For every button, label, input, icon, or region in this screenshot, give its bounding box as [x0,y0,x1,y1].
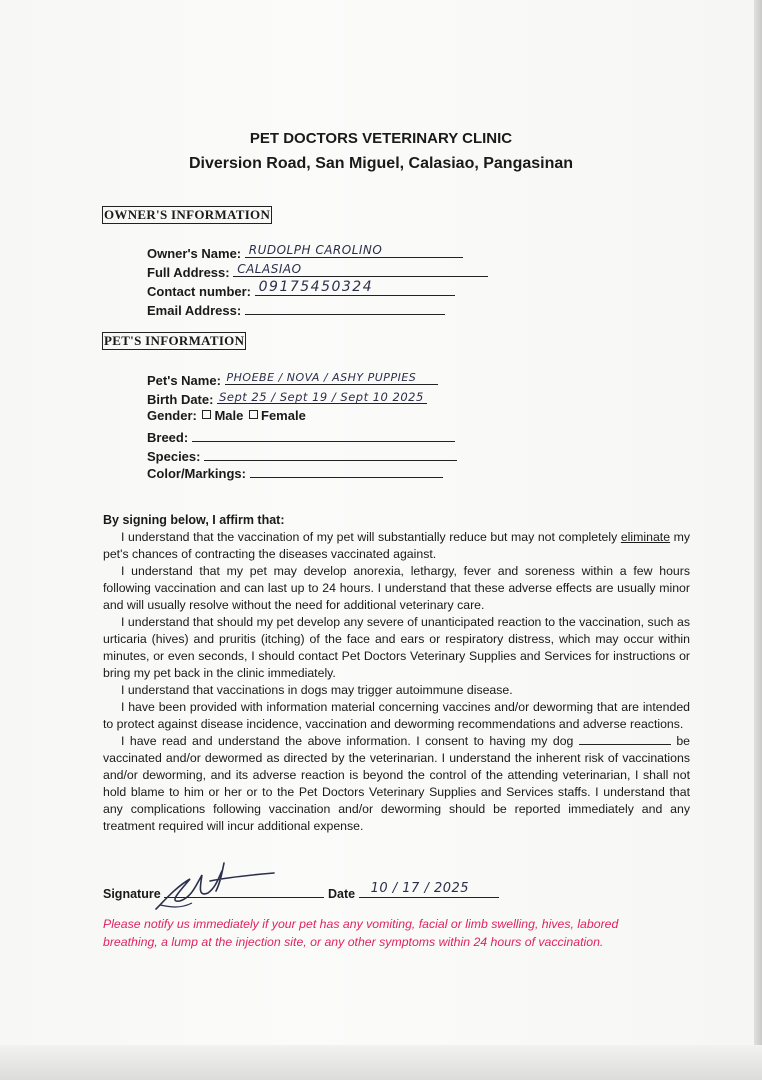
owner-address-label: Full Address: [147,265,230,280]
pet-species-row [147,446,457,464]
pet-name-row [147,370,438,388]
pet-breed-row [147,427,455,445]
affirm-p3: I understand that should my pet develop any severe of unanticipated reaction to the vaccination, such as urticaria (hives) and pruritis (itching) of the face and ears or respiratory distress, which may occur within minutes, or even seconds, I should contact Pet Doctors Veterinary Supplies and Services for instructions or bring my pet back in the clinic immediately. [103,615,690,680]
owner-name-row [147,243,463,261]
dog-name-blank[interactable] [579,733,671,745]
owner-address-value: CALASIAO [237,262,302,276]
pet-species-field[interactable] [204,446,457,461]
date-field[interactable] [359,881,499,898]
male-checkbox[interactable] [202,410,211,419]
owner-address-row [147,262,488,280]
affirm-p1-text-end: my pet's chances of contracting the diseases vaccinated against. [103,530,691,561]
owner-name-value: RUDOLPH CAROLINO [248,243,383,257]
pet-color-row [147,463,443,481]
paper-bottom-shadow [0,1045,762,1080]
pet-name-label: Pet's Name: [147,373,221,388]
male-label: Male [214,408,244,423]
owner-email-row [147,300,445,318]
affirm-p6-text: I have read and understand the above information. I consent to having my dog [121,734,574,748]
date-label: Date [328,887,356,901]
pet-species-label: Species: [147,449,201,464]
affirm-p1-underlined: eliminate [620,530,671,544]
affirm-p5: I have been provided with information material concerning vaccines and/or deworming that are intended to protect against disease incidence, vaccination and deworming recommendations and adverse reactions. [103,700,690,731]
owner-section-title: OWNER'S INFORMATION [104,207,271,222]
pet-birth-value: Sept 25 / Sept 19 / Sept 10 2025 [219,390,424,404]
owner-address-field[interactable] [233,262,488,277]
pet-color-field[interactable] [250,463,443,478]
affirm-body [103,529,690,835]
affirm-p1 [103,529,690,563]
notice-text: Please notify us immediately if your pet has any vomiting, facial or limb swelling, hives, labored breathing, a lump at the injection site, or any other symptoms within 24 hours of vaccination. [103,917,619,949]
pet-breed-label: Breed: [147,430,189,445]
clinic-address: Diversion Road, San Miguel, Calasiao, Pangasinan [188,155,574,172]
affirm-heading: By signing below, I affirm that: [103,513,285,527]
owner-contact-label: Contact number: [147,284,251,299]
affirm-p2: I understand that my pet may develop anorexia, lethargy, fever and soreness within a few hours following vaccination and can last up to 24 hours. I understand that these adverse effects are usually minor and will usually resolve without the need for additional veterinary care. [103,564,690,612]
affirm-p1-text: I understand that the vaccination of my pet will substantially reduce but may not completely [121,530,621,544]
affirm-p6 [103,733,690,835]
pet-breed-field[interactable] [192,427,455,442]
date-row [328,881,499,901]
owner-email-field[interactable] [245,300,445,315]
female-checkbox[interactable] [249,410,258,419]
owner-email-label: Email Address: [147,303,242,318]
signature-scribble [150,857,280,917]
owner-contact-field[interactable] [255,281,455,296]
pet-section-title: PET'S INFORMATION [104,333,245,348]
pet-color-label: Color/Markings: [147,466,246,481]
owner-contact-row [147,281,455,299]
owner-contact-value: 09175450324 [258,279,374,295]
female-label: Female [261,408,306,423]
pet-gender-row [147,408,306,423]
owner-name-label: Owner's Name: [147,246,242,261]
pet-birth-row [147,389,427,407]
affirm-p4: I understand that vaccinations in dogs may trigger autoimmune disease. [121,683,513,697]
pet-birth-label: Birth Date: [147,392,214,407]
pet-name-value: PHOEBE / NOVA / ASHY PUPPIES [226,371,417,384]
signature-label: Signature [103,887,161,901]
pet-name-field[interactable] [225,370,438,385]
pet-birth-field[interactable] [217,389,427,404]
date-value: 10 / 17 / 2025 [370,881,470,896]
pet-gender-label: Gender: [147,408,197,423]
affirm-p6-text-end: be vaccinated and/or dewormed as directed by the veterinarian. I understand the inherent risk of vaccinations and/or deworming, and its adverse reaction is beyond the control of the attending veterinarian, I shall not hold blame to him or her or to the Pet Doctors Veterinary Supplies and Services staffs. I understand that any complications following vaccination and/or deworming should be reported immediately and any treatment required will incur additional expense. [103,734,691,833]
clinic-name: PET DOCTORS VETERINARY CLINIC [249,130,513,147]
owner-name-field[interactable] [245,243,463,258]
